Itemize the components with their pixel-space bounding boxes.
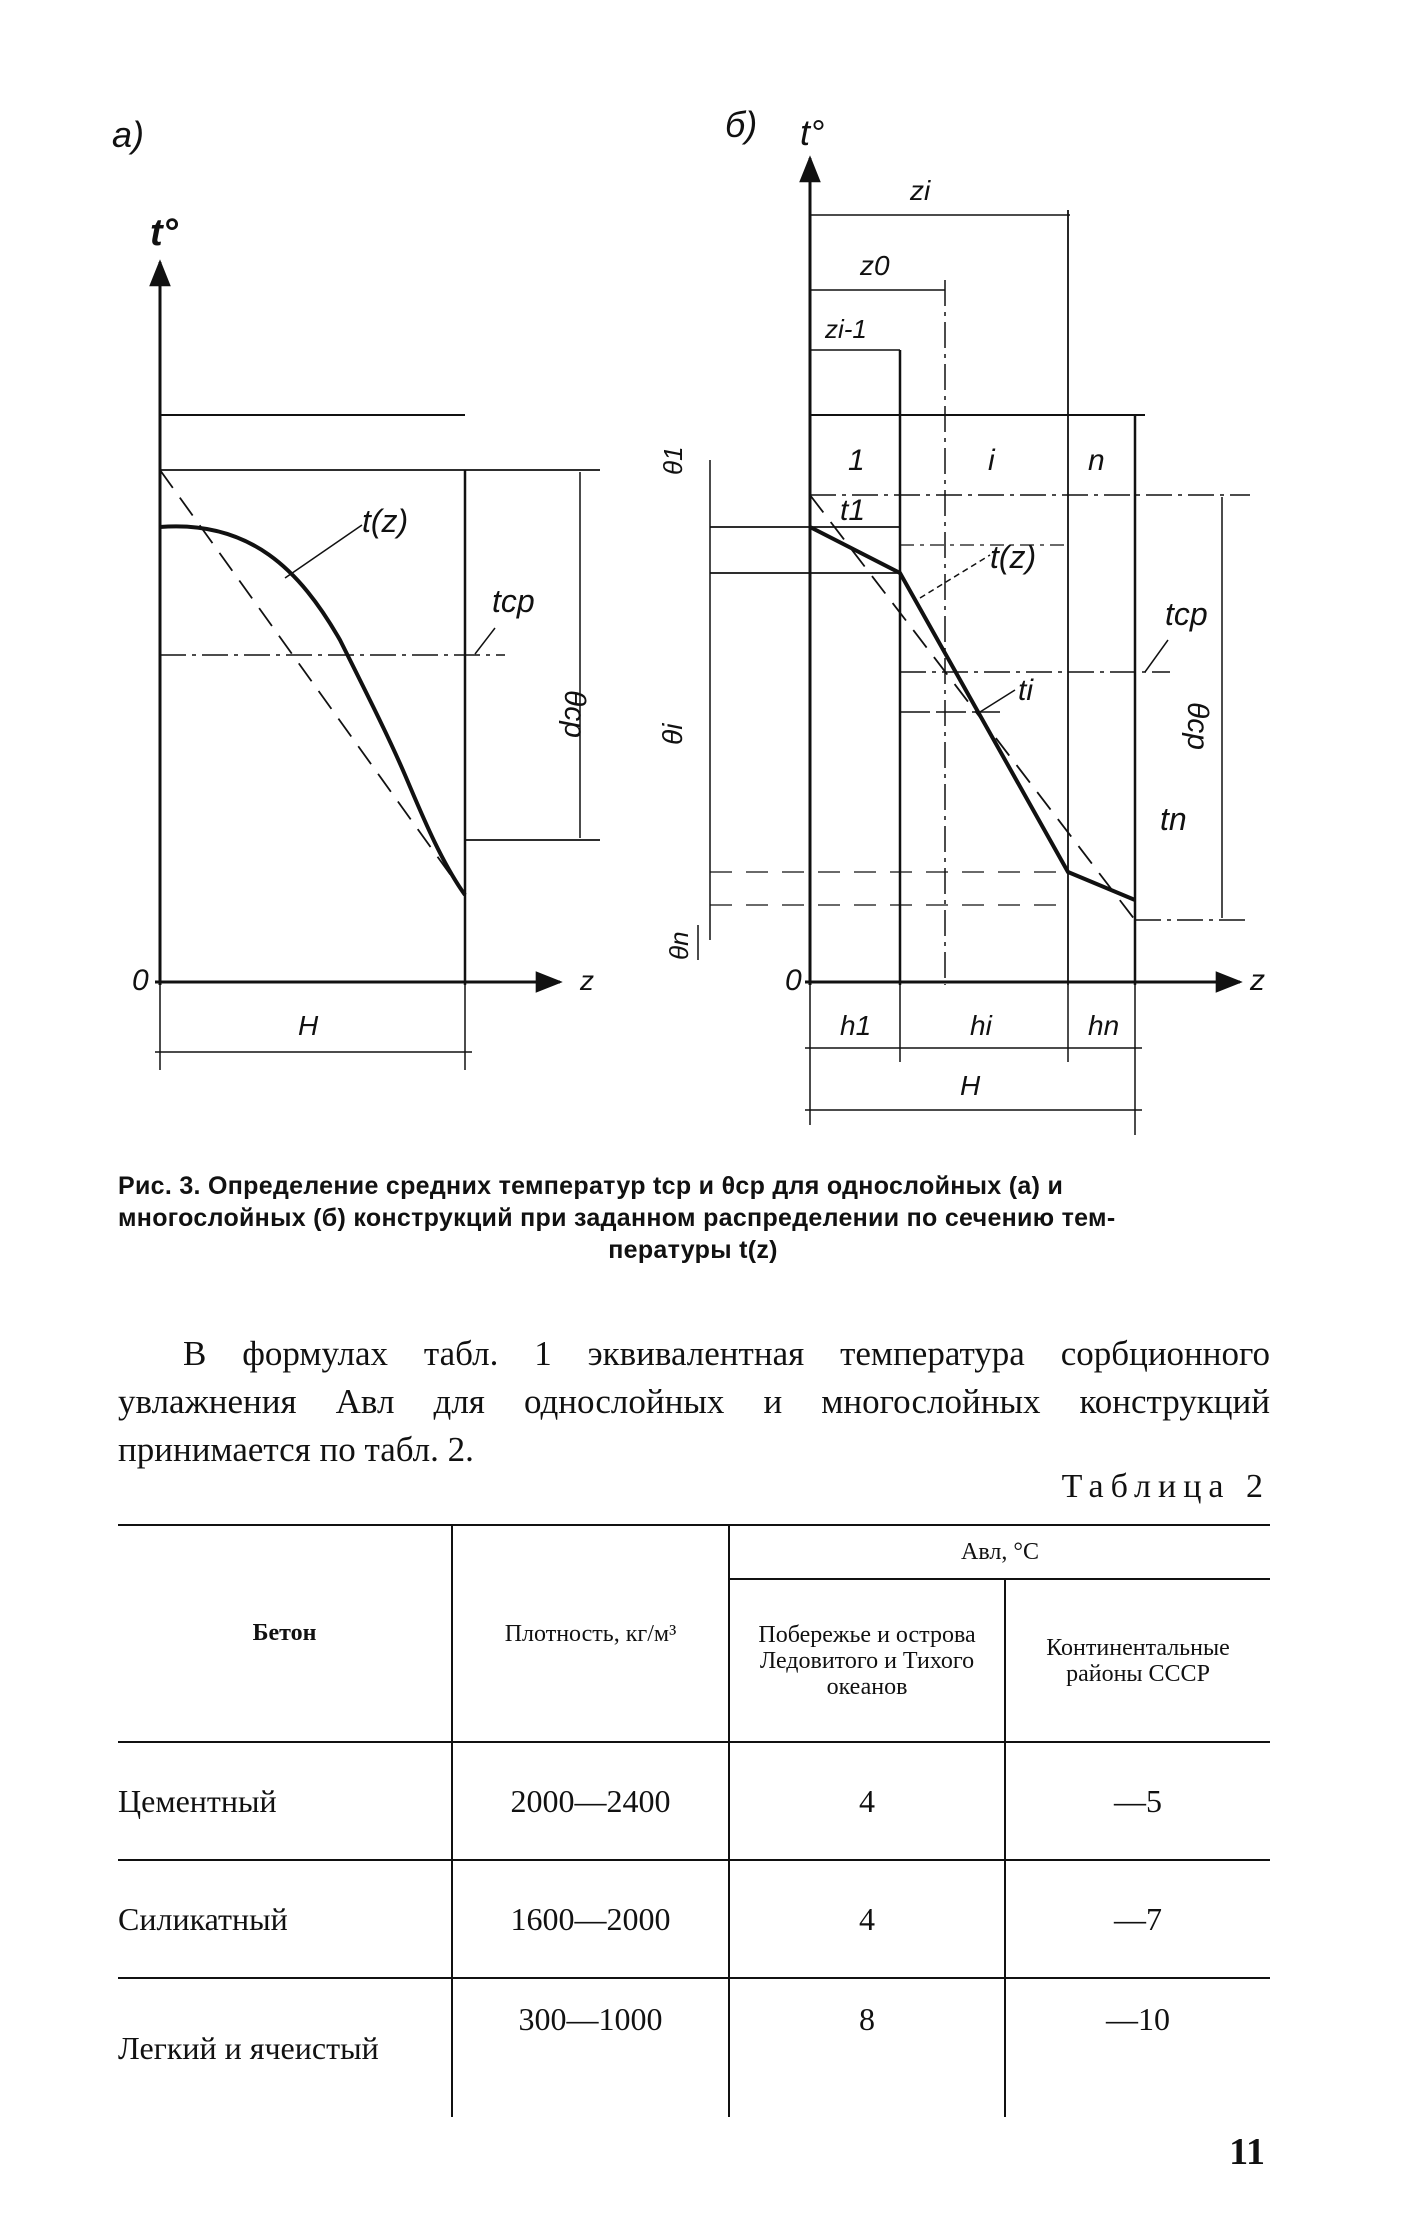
- b-layer-i: i: [988, 444, 995, 477]
- header-continental: Континентальные районы СССР: [1005, 1579, 1270, 1742]
- b-tcp-label: tср: [1165, 596, 1208, 632]
- header-a-group: Aвл, °С: [729, 1525, 1270, 1579]
- a-origin: 0: [132, 964, 149, 997]
- panel-a: [112, 114, 600, 1070]
- a-curve: [160, 526, 465, 895]
- b-tz-label: t(z): [990, 539, 1037, 575]
- table-row: [118, 1742, 1270, 1860]
- b-thetan-label: θn: [664, 931, 694, 960]
- body-paragraph: [118, 1330, 1270, 1474]
- a-z-axis-label: z: [580, 965, 594, 996]
- b-thetai-label: θi: [657, 723, 688, 745]
- row-3-concrete: Легкий и ячеистый: [118, 1978, 452, 2117]
- table-row: [118, 1978, 1270, 2117]
- caption-line-2: многослойных (б) конструкций при заданном распределении по сечению тем-: [118, 1204, 1116, 1232]
- row-1-concrete: Цементный: [118, 1742, 452, 1860]
- b-z0-label: z0: [860, 250, 890, 281]
- b-profile: [810, 527, 1135, 900]
- a-h-label: H: [298, 1010, 319, 1041]
- b-H-label: H: [960, 1070, 981, 1101]
- b-dashed-line: [810, 495, 1135, 920]
- row-2-concrete: Силикатный: [118, 1860, 452, 1978]
- panel-b-label: б): [725, 104, 758, 145]
- caption-line-1: Рис. 3. Определение средних температур tср и θср для однослойных (а) и: [118, 1172, 1064, 1200]
- b-ti-label: ti: [1018, 674, 1033, 707]
- b-zi-label: zi: [910, 175, 931, 206]
- row-2-coast: 4: [729, 1860, 1005, 1978]
- b-t-axis-label: t°: [800, 112, 825, 153]
- page-number: 11: [1229, 2131, 1265, 2173]
- row-1-density: 2000—2400: [452, 1742, 729, 1860]
- b-zi1-label: zi-1: [825, 314, 867, 344]
- row-3-coast: 8: [729, 1978, 1005, 2117]
- row-1-coast: 4: [729, 1742, 1005, 1860]
- figure-caption: [118, 1170, 1268, 1266]
- table-2: [118, 1524, 1270, 2117]
- b-theta1-label: θ1: [658, 446, 688, 475]
- header-density: Плотность, кг/м³: [452, 1525, 729, 1742]
- a-tcp-leader: [475, 628, 495, 654]
- row-3-continental: —10: [1005, 1978, 1270, 2117]
- b-ti-leader: [980, 690, 1015, 712]
- b-z-axis-label: z: [1250, 964, 1265, 997]
- a-curve-label: t(z): [362, 503, 409, 539]
- panel-b: [657, 104, 1265, 1135]
- b-hi-label: hi: [970, 1010, 992, 1041]
- row-1-continental: —5: [1005, 1742, 1270, 1860]
- row-2-continental: —7: [1005, 1860, 1270, 1978]
- header-concrete: Бетон: [118, 1525, 452, 1742]
- caption-line-3: пературы t(z): [608, 1236, 778, 1264]
- a-dashed-line: [160, 470, 465, 895]
- b-tcp-leader: [1145, 640, 1168, 672]
- b-tn-label: tn: [1160, 801, 1187, 837]
- a-t-axis-label: t°: [150, 212, 178, 254]
- row-3-density: 300—1000: [452, 1978, 729, 2117]
- table-title: Таблица 2: [1061, 1468, 1270, 1505]
- b-hn-label: hn: [1088, 1010, 1120, 1041]
- b-layer-1: 1: [848, 444, 865, 477]
- a-curve-leader: [285, 525, 362, 578]
- a-theta-label: θср: [558, 690, 591, 738]
- b-t1-label: t1: [840, 494, 866, 527]
- b-origin: 0: [785, 964, 802, 997]
- b-layer-n: n: [1088, 444, 1105, 477]
- a-tcp-label: tср: [492, 583, 535, 619]
- panel-a-label: а): [112, 114, 145, 155]
- b-thetacp-label: θср: [1181, 702, 1214, 750]
- b-tz-leader: [920, 555, 990, 598]
- paragraph-text: В формулах табл. 1 эквивалентная температура сорбционного увлажнения Aвл для однослойных и многослойных конструкций принимается по табл. 2.: [118, 1334, 1270, 1469]
- b-h1-label: h1: [840, 1010, 872, 1041]
- header-coast: Побережье и острова Ледовитого и Тихого океанов: [729, 1579, 1005, 1742]
- row-2-density: 1600—2000: [452, 1860, 729, 1978]
- table-row: [118, 1860, 1270, 1978]
